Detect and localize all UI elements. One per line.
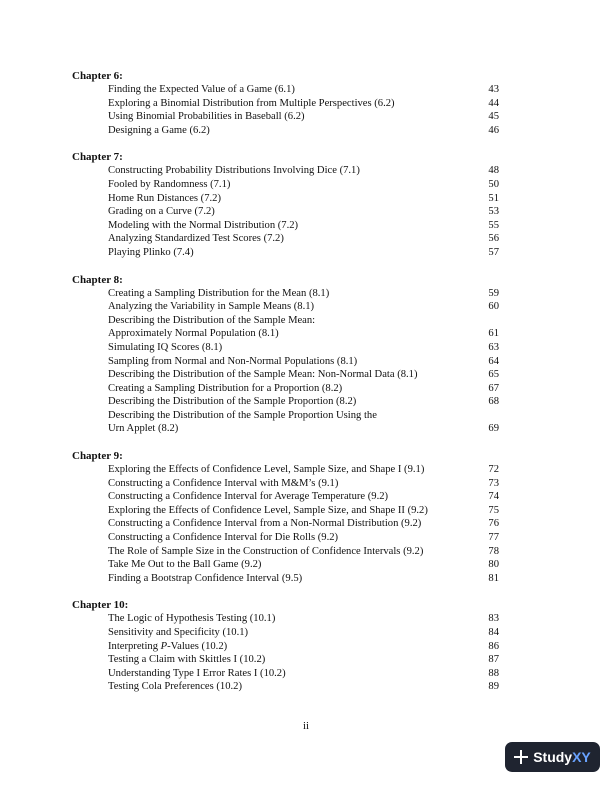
- toc-entry-page: 55: [488, 219, 499, 231]
- toc-entry-page: 48: [488, 165, 499, 177]
- toc-entry-title: Analyzing Standardized Test Scores (7.2): [108, 233, 284, 245]
- toc-entry-page: 63: [488, 341, 499, 353]
- toc-entry[interactable]: [0, 341, 612, 355]
- toc-entry-title: Urn Applet (8.2): [108, 423, 179, 435]
- toc-entry-title: Modeling with the Normal Distribution (7.2): [108, 219, 299, 231]
- toc-entry-title: Exploring the Effects of Confidence Level, Sample Size, and Shape II (9.2): [108, 504, 428, 516]
- toc-entry-title: Simulating IQ Scores (8.1): [108, 341, 223, 353]
- toc-entry-title: Analyzing the Variability in Sample Means (8.1): [108, 301, 315, 313]
- toc-entry[interactable]: [0, 83, 612, 97]
- toc-entry[interactable]: [0, 626, 612, 640]
- toc-entry-page: 80: [488, 559, 499, 571]
- toc-entry-title: Creating a Sampling Distribution for a Proportion (8.2): [108, 382, 343, 394]
- toc-entry[interactable]: [0, 490, 612, 504]
- toc-entry-title: Understanding Type I Error Rates I (10.2): [108, 667, 286, 679]
- toc-entry-page: 88: [488, 667, 499, 679]
- toc-entry-page: 74: [488, 491, 499, 503]
- toc-entry-page: 69: [488, 423, 499, 435]
- toc-entry[interactable]: [0, 463, 612, 477]
- toc-entry[interactable]: [0, 477, 612, 491]
- toc-entry-title: Take Me Out to the Ball Game (9.2): [108, 559, 262, 571]
- toc-entry[interactable]: [0, 164, 612, 178]
- toc-entry-page: 78: [488, 545, 499, 557]
- toc-entry-title: Fooled by Randomness (7.1): [108, 178, 231, 190]
- toc-entry-page: 60: [488, 301, 499, 313]
- toc-entry-title: The Role of Sample Size in the Construction of Confidence Intervals (9.2): [108, 545, 424, 557]
- toc-entry-title: Finding the Expected Value of a Game (6.1): [108, 84, 295, 95]
- chapter-title: Chapter 8:: [72, 273, 123, 286]
- toc-entry-title: Approximately Normal Population (8.1): [108, 328, 279, 340]
- chapter-section: [0, 151, 612, 259]
- toc-entry-page: 68: [488, 396, 499, 408]
- toc-entry-title: Sensitivity and Specificity (10.1): [108, 627, 249, 638]
- toc-entry-title: Constructing a Confidence Interval from a Non-Normal Distribution (9.2): [108, 518, 422, 530]
- toc-entry-title: Designing a Game (6.2): [108, 124, 210, 136]
- toc-entry[interactable]: [0, 219, 612, 233]
- toc-entry-page: 44: [488, 97, 499, 109]
- toc-entry[interactable]: [0, 612, 612, 626]
- toc-entry[interactable]: [0, 382, 612, 396]
- chapter-section: [0, 599, 612, 694]
- toc-entry-page: 67: [488, 382, 499, 394]
- table-of-contents: [0, 70, 612, 708]
- toc-entry[interactable]: [0, 110, 612, 124]
- toc-entry-page: 50: [488, 178, 499, 190]
- chapter-title: Chapter 6:: [72, 70, 123, 82]
- toc-entry-title: Exploring a Binomial Distribution from Multiple Perspectives (6.2): [108, 97, 395, 109]
- toc-entry-title: Home Run Distances (7.2): [108, 192, 221, 204]
- page-number: ii: [302, 720, 310, 732]
- toc-entry-title: Testing a Claim with Skittles I (10.2): [108, 654, 266, 666]
- toc-entry[interactable]: [0, 531, 612, 545]
- toc-entry[interactable]: [0, 205, 612, 219]
- toc-entry[interactable]: [0, 572, 612, 586]
- toc-entry[interactable]: [0, 192, 612, 206]
- toc-entry-page: 64: [488, 355, 499, 367]
- toc-entry[interactable]: [0, 504, 612, 518]
- toc-entry[interactable]: [0, 232, 612, 246]
- toc-entry-page: 81: [488, 572, 499, 584]
- toc-entry-page: 75: [488, 504, 499, 516]
- toc-entry-page: 86: [488, 640, 499, 652]
- toc-entry-title: Constructing a Confidence Interval with M&M’s (9.1): [108, 477, 339, 489]
- toc-entry-title: Using Binomial Probabilities in Baseball (6.2): [108, 111, 305, 123]
- studyxy-badge[interactable]: [505, 742, 600, 772]
- toc-entry[interactable]: [0, 355, 612, 369]
- toc-entry-title: Constructing a Confidence Interval for Die Rolls (9.2): [108, 532, 339, 544]
- toc-entry[interactable]: [0, 422, 612, 436]
- toc-entry-title: Describing the Distribution of the Sample Proportion (8.2): [108, 396, 357, 408]
- toc-entry-page: 84: [488, 627, 499, 638]
- plus-icon: [514, 750, 528, 764]
- toc-entry-page: 72: [488, 464, 499, 476]
- toc-entry-page: 59: [488, 287, 499, 299]
- toc-entry[interactable]: [0, 517, 612, 531]
- toc-entry[interactable]: [0, 558, 612, 572]
- toc-entry[interactable]: [0, 314, 612, 328]
- chapter-title: Chapter 9:: [72, 450, 123, 463]
- toc-entry-title: Describing the Distribution of the Sample Mean:: [108, 314, 316, 326]
- toc-entry[interactable]: [0, 287, 612, 301]
- toc-entry[interactable]: [0, 680, 612, 694]
- toc-entry[interactable]: [0, 300, 612, 314]
- toc-entry-title: Exploring the Effects of Confidence Level, Sample Size, and Shape I (9.1): [108, 464, 425, 476]
- toc-entry-page: 89: [488, 681, 499, 693]
- toc-entry-title: Finding a Bootstrap Confidence Interval (9.5): [108, 572, 303, 584]
- toc-entry-page: 43: [488, 84, 499, 95]
- toc-entry[interactable]: [0, 409, 612, 423]
- toc-entry-title: Describing the Distribution of the Sample Mean: Non-Normal Data (8.1): [108, 369, 418, 381]
- badge-brand: StudyXY: [533, 749, 591, 765]
- toc-entry-title: Describing the Distribution of the Sample Proportion Using the: [108, 409, 377, 421]
- toc-entry-page: 56: [488, 233, 499, 245]
- toc-entry-title: Grading on a Curve (7.2): [108, 206, 215, 218]
- toc-entry[interactable]: [0, 545, 612, 559]
- toc-entry[interactable]: [0, 178, 612, 192]
- toc-entry-page: 83: [488, 613, 499, 625]
- toc-entry-page: 87: [488, 654, 499, 666]
- toc-entry[interactable]: [0, 97, 612, 111]
- toc-entry-page: 45: [488, 111, 499, 123]
- toc-entry-page: 77: [488, 532, 499, 544]
- toc-entry-page: 53: [488, 206, 499, 218]
- toc-entry-title: Constructing Probability Distributions Involving Dice (7.1): [108, 165, 360, 177]
- toc-entry-title: Testing Cola Preferences (10.2): [108, 681, 242, 693]
- toc-entry-title: Playing Plinko (7.4): [108, 246, 194, 258]
- toc-entry[interactable]: [0, 327, 612, 341]
- toc-entry[interactable]: [0, 640, 612, 654]
- toc-entry-title: Interpreting P-Values (10.2): [108, 640, 228, 652]
- toc-entry[interactable]: [0, 124, 612, 138]
- toc-entry-page: 76: [488, 518, 499, 530]
- chapter-title: Chapter 10:: [72, 599, 129, 612]
- toc-entry[interactable]: [0, 246, 612, 260]
- toc-entry-page: 65: [488, 369, 499, 381]
- toc-entry-page: 57: [488, 246, 499, 258]
- chapter-section: [0, 274, 612, 437]
- toc-entry-title: Creating a Sampling Distribution for the Mean (8.1): [108, 287, 330, 299]
- chapter-section: [0, 450, 612, 585]
- toc-entry[interactable]: [0, 653, 612, 667]
- toc-entry[interactable]: [0, 395, 612, 409]
- toc-entry-page: 46: [488, 124, 499, 136]
- toc-entry-page: 73: [488, 477, 499, 489]
- toc-entry[interactable]: [0, 368, 612, 382]
- toc-entry-title: The Logic of Hypothesis Testing (10.1): [108, 613, 276, 625]
- toc-entry-title: Constructing a Confidence Interval for Average Temperature (9.2): [108, 491, 389, 503]
- toc-entry-title: Sampling from Normal and Non-Normal Populations (8.1): [108, 355, 358, 367]
- chapter-title: Chapter 7:: [72, 151, 123, 164]
- toc-entry-page: 51: [488, 192, 499, 204]
- toc-entry-page: 61: [488, 328, 499, 340]
- chapter-section: [0, 70, 612, 137]
- toc-entry[interactable]: [0, 667, 612, 681]
